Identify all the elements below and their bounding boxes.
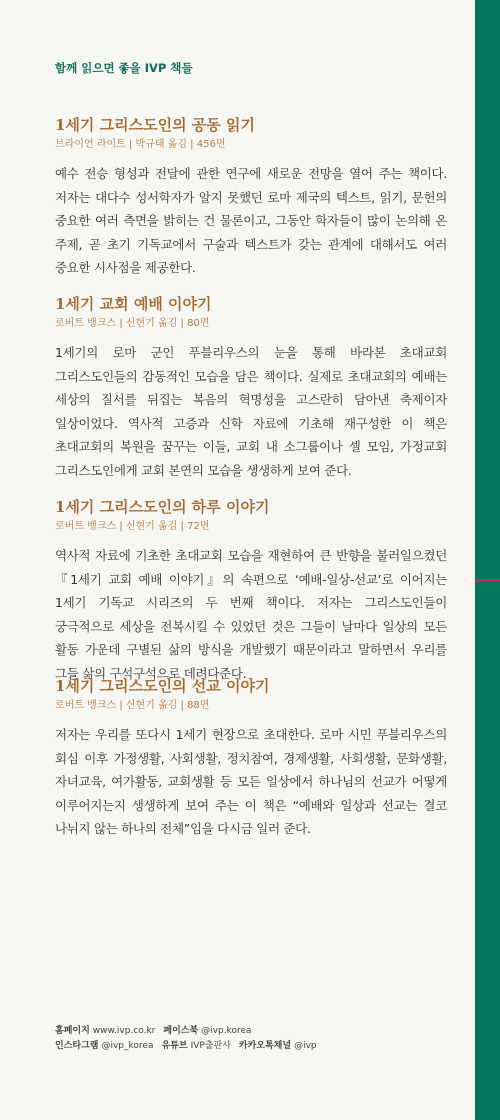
book-meta: 로버트 뱅크스 | 신현기 옮김 | 80면 [55, 318, 210, 329]
side-color-strip [475, 0, 500, 1120]
facebook-handle[interactable]: @ivp.korea [201, 1026, 252, 1036]
book-title: 1세기 그리스도인의 선교 이야기 [55, 677, 270, 695]
contact-footer [55, 1024, 317, 1054]
book-meta: 브라이언 라이트 | 박규태 옮김 | 456면 [55, 139, 226, 150]
book-description: 1세기의 로마 군인 푸블리우스의 눈을 통해 바라본 초대교회 그리스도인들의 감동적인 모습을 담은 책이다. 실제로 초대교회의 예배는 세상의 질서를 뒤집는 복음의 혁명성을 고스란히 담아낸 축제이자 일상이었다. 역사적 고증과 신학 자료에 기초해 재구성한 이 책은 초대교회의 복원을 꿈꾸는 이들, 교회 내 소그룹이나 셀 모임, 가정교회 그리스도인에게 교회 본연의 모습을 생생하게 보여 준다. [55, 345, 447, 478]
footer-line-2 [55, 1039, 317, 1054]
side-accent-mark [475, 579, 500, 582]
homepage-label: 홈페이지 [55, 1026, 90, 1036]
homepage-link[interactable]: www.ivp.co.kr [92, 1026, 156, 1036]
instagram-label: 인스타그램 [55, 1041, 99, 1051]
youtube-label: 유튜브 [161, 1041, 188, 1051]
book-title: 1세기 그리스도인의 공동 읽기 [55, 116, 255, 134]
instagram-handle[interactable]: @ivp_korea [101, 1041, 154, 1051]
book-entry [55, 294, 447, 482]
page-heading: 함께 읽으면 좋을 IVP 책들 [55, 61, 193, 75]
book-description: 예수 전승 형성과 전달에 관한 연구에 새로운 전망을 열어 주는 책이다. 저자는 대다수 성서학자가 알지 못했던 로마 제국의 텍스트, 읽기, 문헌의 중요한 여러 측면을 밝히는 건 물론이고, 그동안 학자들이 많이 논의해 온 주제, 곧 초기 기독교에서 구술과 텍스트가 갖는 관계에 대해서도 여러 중요한 시사점을 제공한다. [55, 166, 447, 275]
book-entry [55, 115, 447, 280]
kakao-channel[interactable]: @ivp [294, 1041, 317, 1051]
book-meta: 로버트 뱅크스 | 신현기 옮김 | 88면 [55, 700, 210, 711]
book-title: 1세기 교회 예배 이야기 [55, 295, 212, 313]
youtube-channel[interactable]: IVP출판사 [190, 1041, 231, 1051]
book-description: 저자는 우리를 또다시 1세기 현장으로 초대한다. 로마 시민 푸블리우스의 회심 이후 가정생활, 사회생활, 정치참여, 경제생활, 사회생활, 문화생활, 자녀교육, 여가활동, 교회생활 등 모든 일상에서 하나님의 선교가 어떻게 이루어지는지 생생하게 보여 주는 이 책은 “예배와 일상과 선교는 결코 나뉘지 않는 하나의 전체”임을 다시금 일러 준다. [55, 727, 447, 836]
book-title: 1세기 그리스도인의 하루 이야기 [55, 498, 270, 516]
kakao-label: 카카오톡채널 [238, 1041, 292, 1051]
book-entry [55, 676, 447, 841]
facebook-label: 페이스북 [163, 1026, 199, 1036]
footer-line-1 [55, 1024, 317, 1039]
book-meta: 로버트 뱅크스 | 신현기 옮김 | 72면 [55, 521, 210, 532]
book-entry [55, 497, 447, 685]
book-description: 역사적 자료에 기초한 초대교회 모습을 재현하여 큰 반향을 불러일으켰던 『1세기 교회 예배 이야기』의 속편으로 ‘예배-일상-선교’로 이어지는 1세기 기독교 시리즈의 두 번째 책이다. 저자는 그리스도인들이 궁극적으로 세상을 전복시킬 수 있었던 것은 그들이 날마다 일상의 모든 활동 가운데 구별된 삶의 방식을 개발했기 때문이라고 말하면서 우리를 그들 삶의 구석구석으로 데려다준다. [55, 548, 447, 681]
